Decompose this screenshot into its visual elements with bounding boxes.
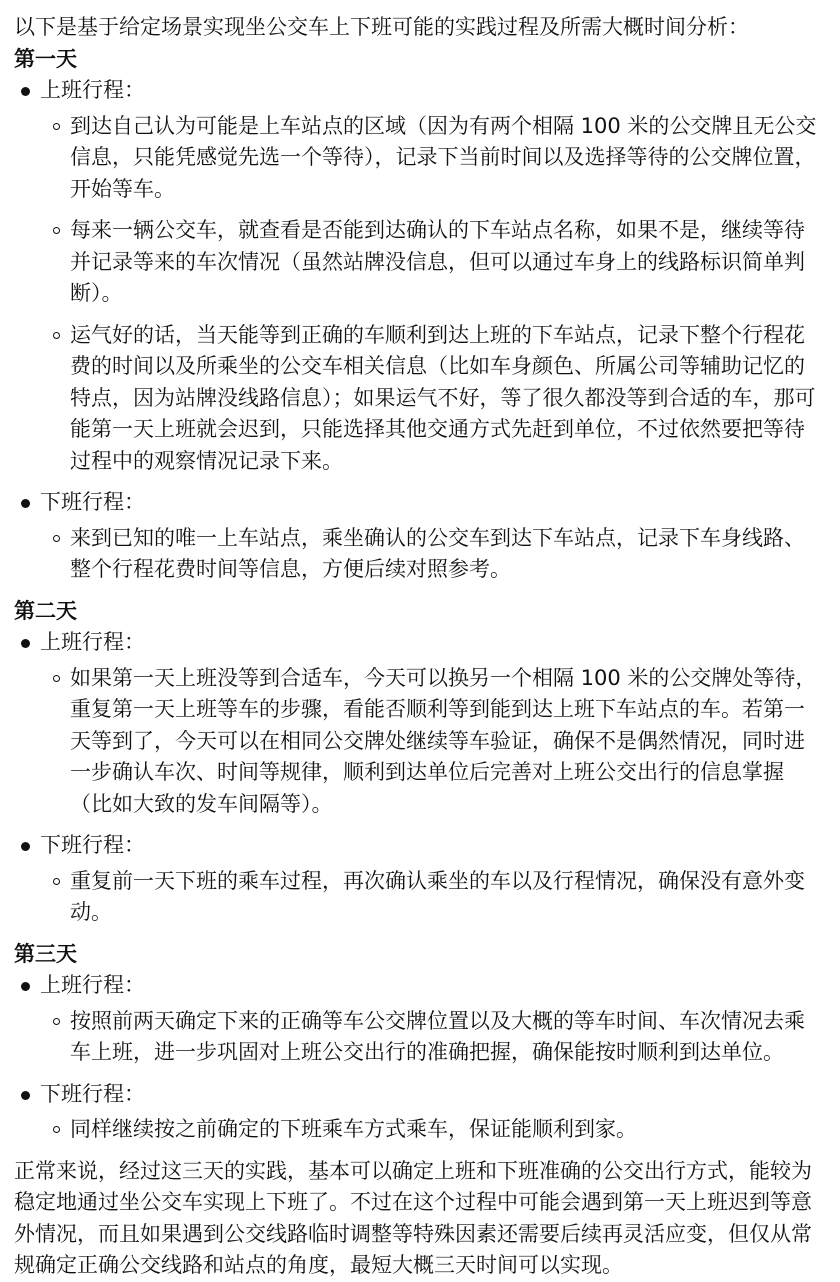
section-list	[14, 627, 824, 929]
step-item: 同样继续按之前确定的下班乘车方式乘车，保证能顺利到家。	[70, 1114, 824, 1146]
conclusion-text: 正常来说，经过这三天的实践，基本可以确定上班和下班准确的公交出行方式，能较为稳定地通过坐公交车实现上下班了。不过在这个过程中可能会遇到第一天上班迟到等意外情况，而且如果遇到公交线路临时调整等特殊因素还需要后续再灵活应变，但仅从常规确定正确公交线路和站点的角度，最短大概三天时间可以实现。	[14, 1158, 812, 1277]
day-title: 第二天	[14, 598, 77, 623]
step-item: 重复前一天下班的乘车过程，再次确认乘坐的车以及行程情况，确保没有意外变动。	[70, 866, 824, 929]
section-list	[14, 970, 824, 1146]
section-item	[40, 830, 824, 929]
step-list	[40, 1006, 824, 1069]
step-list	[40, 111, 824, 478]
section-item	[40, 1079, 824, 1146]
step-list	[40, 523, 824, 586]
step-item: 如果第一天上班没等到合适车，今天可以换另一个相隔 100 米的公交牌处等待，重复第一天上班等车的步骤，看能否顺利等到能到达上班下车站点的车。若第一天等到了，今天可以在相同公交牌处继续等车验证，确保不是偶然情况，同时进一步确认车次、时间等规律，顺利到达单位后完善对上班公交出行的信息掌握（比如大致的发车间隔等）。	[70, 663, 824, 821]
step-item: 运气好的话，当天能等到正确的车顺利到达上班的下车站点，记录下整个行程花费的时间以及所乘坐的公交车相关信息（比如车身颜色、所属公司等辅助记忆的特点，因为站牌没线路信息）；如果运气不好，等了很久都没等到合适的车，那可能第一天上班就会迟到，只能选择其他交通方式先赶到单位，不过依然要把等待过程中的观察情况记录下来。	[70, 320, 824, 478]
step-item: 来到已知的唯一上车站点，乘坐确认的公交车到达下车站点，记录下车身线路、整个行程花费时间等信息，方便后续对照参考。	[70, 523, 824, 586]
step-list	[40, 866, 824, 929]
section-label: 下班行程：	[40, 1081, 145, 1106]
step-list	[40, 663, 824, 821]
step-item: 按照前两天确定下来的正确等车公交牌位置以及大概的等车时间、车次情况去乘车上班，进一步巩固对上班公交出行的准确把握，确保能按时顺利到达单位。	[70, 1006, 824, 1069]
day-title: 第一天	[14, 46, 77, 71]
section-label: 上班行程：	[40, 973, 145, 997]
section-label: 下班行程：	[40, 833, 145, 857]
section-item	[40, 970, 824, 1069]
section-label: 下班行程：	[40, 490, 145, 514]
section-label: 上班行程：	[40, 78, 145, 102]
section-item	[40, 75, 824, 477]
step-item: 到达自己认为可能是上车站点的区域（因为有两个相隔 100 米的公交牌且无公交信息，只能凭感觉先选一个等待），记录下当前时间以及选择等待的公交牌位置，开始等车。	[70, 111, 824, 206]
intro-text: 以下是基于给定场景实现坐公交车上下班可能的实践过程及所需大概时间分析：	[14, 15, 749, 39]
day-title: 第三天	[14, 941, 77, 966]
section-list	[14, 75, 824, 586]
section-item	[40, 627, 824, 820]
section-item	[40, 487, 824, 586]
step-list	[40, 1114, 824, 1146]
section-label: 上班行程：	[40, 630, 145, 654]
step-item: 每来一辆公交车，就查看是否能到达确认的下车站点名称，如果不是，继续等待并记录等来的车次情况（虽然站牌没信息，但可以通过车身上的线路标识简单判断）。	[70, 215, 824, 310]
day-list	[14, 44, 824, 1146]
